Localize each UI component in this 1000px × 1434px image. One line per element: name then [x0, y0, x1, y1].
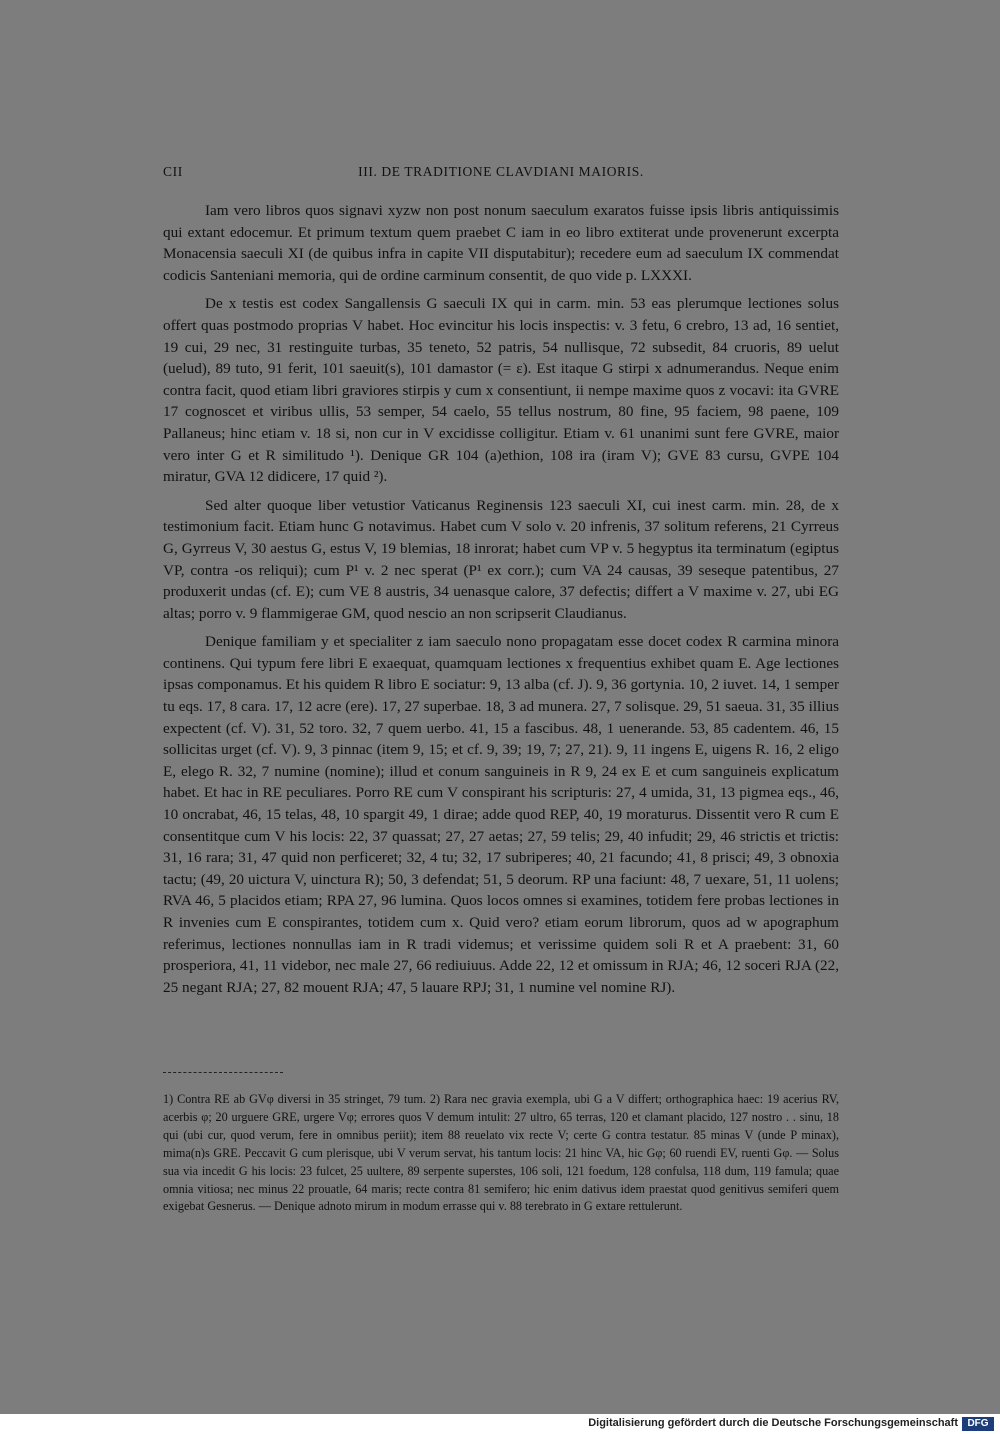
page-number: CII: [163, 164, 183, 179]
digitization-footer: [0, 1414, 1000, 1434]
paragraph: Denique familiam y et specialiter z iam saeculo nono propagatam esse docet codex R carmina minora continens. Qui typum fere libri E exaequat, quamquam lectiones x frequentius exhibet quam E. Age lectiones ipsas componamus. Et his quidem R libro E sociatur: 9, 13 alba (cf. J). 9, 36 gortynia. 10, 2 iuvet. 14, 1 semper tu eqs. 17, 8 cara. 17, 12 acre (ere). 17, 27 superbae. 18, 3 ad munera. 27, 7 solisque. 29, 51 saeua. 31, 35 illius expectent (cf. V). 31, 52 toro. 32, 7 quem uerbo. 41, 15 a fascibus. 48, 1 uenerande. 53, 85 cadentem. 46, 15 sollicitas urget (cf. V). 9, 3 pinnac (item 9, 15; et cf. 9, 39; 19, 7; 27, 21). 9, 11 ingens E, uigens R. 16, 2 eligo E, elego R. 32, 7 numine (nomine); illud et conum sanguineis in R 9, 24 ex E et cum sanguineis explicatum habet. Et hac in RE peculiares. Porro RE cum V conspirant his scripturis: 27, 4 umida, 31, 13 pigmea eqs., 46, 10 oncrabat, 46, 15 telas, 48, 10 spargit 49, 1 dirae; adde quod REP, 40, 19 moraturus. Dissentit vero R cum E consentitque cum V his locis: 22, 37 quassat; 27, 27 aetas; 27, 59 telis; 29, 40 infudit; 29, 46 strictis et trictis: 31, 16 rara; 31, 47 quid non perficeret; 32, 4 tu; 32, 17 subriperes; 40, 21 facundo; 41, 8 prisci; 49, 3 obnoxia tactu; (49, 20 uictura V, uinctura R); 50, 3 defendat; 51, 5 deorum. RP una faciunt: 48, 7 uexare, 51, 11 uolens; RVA 46, 5 placidos etiam; RPA 27, 96 lumina. Quos locos omnes si examines, totidem fere probas lectiones in R invenies cum E conspirantes, totidem cum x. Quid vero? etiam eorum librorum, quos ad w apographum referimus, lectiones nonnullas iam in R tradi videmus; et verissime quidem soli R et A praebent: 31, 60 prosperiora, 41, 11 videbor, nec male 27, 66 rediuiuus. Adde 22, 12 et omissum in RJA; 46, 12 soceri RJA (22, 25 negant RJA; 27, 82 mouent RJA; 47, 5 lauare RPJ; 31, 1 numine vel nomine RJ).: [163, 633, 839, 996]
footnotes: [163, 1091, 839, 1216]
funding-credit: Digitalisierung gefördert durch die Deutsche Forschungsgemeinschaft: [588, 1417, 958, 1429]
dfg-logo: DFG: [962, 1417, 994, 1431]
paragraph: Iam vero libros quos signavi xyzw non post nonum saeculum exaratos fuisse ipsis libris antiquissimis qui extant edocemur. Et primum textum quem praebet C iam in eo libro extiterat unde provenerunt excerpta Monacensia saeculi XI (de quibus infra in capite VII disputabitur); recedere eum ad saeculum IX commendat codicis Santeniani memoria, qui de ordine carminum consentit, de quo vide p. LXXXI.: [163, 202, 839, 284]
paragraph: Sed alter quoque liber vetustior Vaticanus Reginensis 123 saeculi XI, cui inest carm. min. 28, de x testimonium facit. Etiam hunc G notavimus. Habet cum V solo v. 20 infrenis, 37 solitum referens, 21 Cyrreus G, Gyrreus V, 30 aestus G, estus V, 19 blemias, 18 inrorat; habet cum VP v. 5 hegyptus ita terminatum (egiptus VP, contra -os reliqui); cum P¹ v. 2 nec sperat (P¹ ex corr.); cum VA 24 causas, 39 seseque patentibus, 27 produxerit undas (cf. E); cum VE 8 austris, 34 uenasque calore, 37 defectis; differt a V maxime v. 27, ubi EG altas; porro v. 9 flammigerae GM, quod nescio an non scripserit Claudianus.: [163, 496, 839, 622]
paragraph: De x testis est codex Sangallensis G saeculi IX qui in carm. min. 53 eas plerumque lectiones solus offert quas postmodo proprias V habet. Hoc evincitur his locis inspectis: v. 3 fetu, 6 crebro, 13 ad, 16 sentiet, 19 cui, 29 nec, 31 restinguite turbas, 35 teneto, 52 patris, 54 nullisque, 72 subsedit, 84 cruoris, 89 uelut (uelud), 89 tuto, 91 ferit, 101 saeuit(s), 101 damastor (= ε). Est itaque G stirpi x adnumerandus. Neque enim contra facit, quod etiam libri graviores stirpis y cum x consentiunt, ii nempe maxime quos z vocavi: ita GVRE 17 cognoscet et viribus ullis, 53 semper, 54 caelo, 55 tellus nostrum, 80 fine, 95 faciem, 98 paene, 109 Pallaneus; hinc etiam v. 18 si, non cur in V excidisse colligitur. Etiam v. 61 unanimi sunt fere GVRE, maior vero inter G et R similitudo ¹). Denique GR 104 (a)ethion, 108 ira (iram V); GVE 83 cursu, GVPE 104 miratur, GVA 12 didicere, 17 quid ²).: [163, 295, 839, 486]
footnote-divider: [163, 1072, 283, 1073]
footnote-text: 1) Contra RE ab GVφ diversi in 35 stringet, 79 tum. 2) Rara nec gravia exempla, ubi G a V differt; orthographica haec: 19 acerius RV, acerbis φ; 20 urguere GRE, urgere Vφ; errores quos V demum intulit: 27 ultro, 65 terras, 120 et clamant placido, 127 nostro . . sinu, 18 qui (ubi cur, quod verum, fere in omnibus periit); item 88 reuelato vix recte V; certe G contra testatur. 85 minas V (unde P minax), mima(n)s GRE. Peccavit G cum plerisque, ubi V verum servat, his tantum locis: 21 hinc VA, hic Gφ; 60 ruendi EV, ruenti Gφ. — Solus sua via incedit G his locis: 23 fulcet, 25 uultere, 89 serpente superstes, 106 soli, 121 foedum, 128 confulsa, 118 dum, 119 famula; quae omnia vitiosa; nec minus 22 prouatle, 64 maris; recte contra 81 semifero; hic enim dativus idem praestat quod genitivus semiferi quem exigebat Gesnerus. — Denique adnoto mirum in modum errasse qui v. 88 terebrato in G extare rettulerunt.: [163, 1092, 839, 1214]
main-text: [163, 200, 839, 1005]
running-title: III. DE TRADITIONE CLAVDIANI MAIORIS.: [358, 164, 644, 179]
